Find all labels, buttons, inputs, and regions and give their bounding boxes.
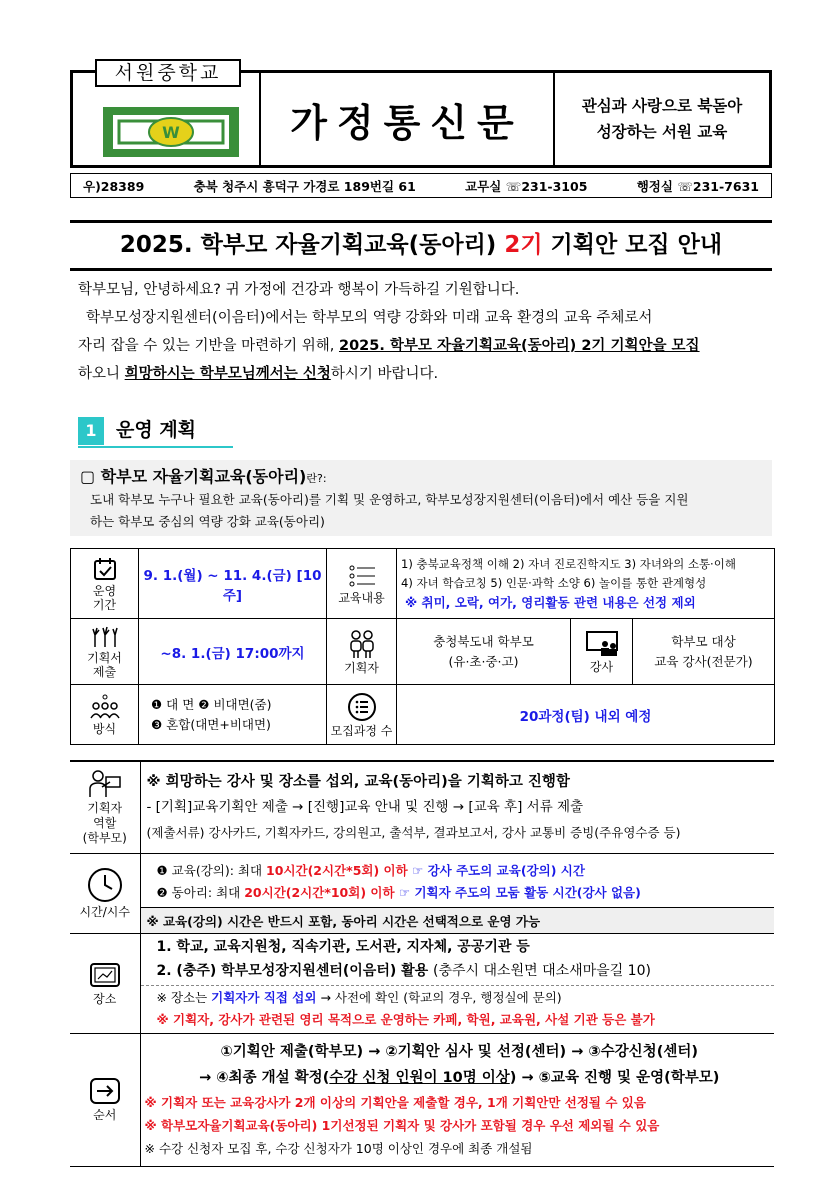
admin-phone: 행정실 ☏231-7631 (636, 178, 759, 194)
lecturer-value: 학부모 대상 교육 강사(전문가) (633, 619, 775, 685)
screen-icon (88, 960, 122, 990)
content-label: 교육내용 (338, 590, 385, 605)
time-detail: ❶ 교육(강의): 최대 10시간(2시간*5회) 이하 ☞ 강사 주도의 교육(강의) 시간 ❷ 동아리: 최대 20시간(2시간*10회) 이하 ☞ 기획자 주도의 모둠 활동 시간(강사 없음) ※ 교육(강의) 시간은 반드시 포함, 동아리 시간은 선택적으로 운영 가능 (140, 853, 774, 933)
newsletter-title: 가정통신문 (290, 100, 524, 145)
time-note: ※ 교육(강의) 시간은 반드시 포함, 동아리 시간은 선택적으로 운영 가능 (141, 907, 775, 933)
zip-code: 우)28389 (83, 178, 145, 194)
arrow-right-icon (88, 1076, 122, 1106)
detail-table (70, 760, 774, 1167)
order-label-cell: 순서 (70, 1033, 140, 1166)
period-value: 9. 1.(월) ~ 11. 4.(금) [10주] (143, 567, 322, 604)
section-underline (78, 446, 233, 448)
letter-header (70, 62, 772, 168)
content-cell: 1) 충북교육정책 이해 2) 자녀 진로진학지도 3) 자녀와의 소통·이해 4) 자녀 학습코칭 5) 인문·과학 소양 6) 놀이를 통한 관계형성 ※ 취미, 오락, 여가, 영리활동 관련 내용은 선정 제외 (397, 549, 775, 619)
place-detail: 1. 학교, 교육지원청, 직속기관, 도서관, 지자체, 공공기관 등 2. (충주) 학부모성장지원센터(이음터) 활용 (충주시 대소원면 대소새마을길 10) ※ 장소는 기획자가 직접 섭외 → 사전에 확인 (학교의 경우, 행정실에 문의) ※ 기획자, 강사가 관련된 영리 목적으로 운영하는 카페, 학원, 교육원, 사설 기관 등은 불가 (140, 933, 774, 1033)
group-icon (89, 694, 121, 720)
time-label-cell: 시간/시수 (70, 853, 140, 933)
planner-label: 기획자 (344, 660, 379, 675)
lecturer-label: 강사 (589, 659, 614, 674)
method-label: 방식 (92, 721, 117, 736)
count-value: 20과정(팀) 내외 예정 (519, 708, 652, 725)
method-value: ❶ 대 면 ❷ 비대면(줌) ❸ 혼합(대면+비대면) (139, 685, 327, 745)
plan-table: 운영 기간 9. 1.(월) ~ 11. 4.(금) [10주] 교육내용 1) 충북교육정책 이해 2) 자녀 진로진학지도 3) 자녀와의 소통·이해 4) 자녀 학습코칭 5) 인문·과학 소양 6) 놀이를 통한 관계형성 ※ 취미, 오락, 여가, 영리활동 관련 내용은 선정 제외 기획서 제출 ~8. 1.(금) 17:00까지 기획자 충청북도내 학부모 (유·초·중·고) 강사 학부모 대상 교육 강사(전문가) 방식 ❶ 대 면 ❷ 비대면(줌) ❸ 혼합(대면+비대면) 모집과정 수 20과정(팀) 내외 예정 (70, 548, 775, 745)
office-phone: 교무실 ☏231-3105 (465, 178, 588, 194)
clock-icon (87, 867, 123, 903)
list-icon (347, 563, 377, 589)
submit-deadline: ~8. 1.(금) 17:00까지 (160, 645, 305, 662)
count-label: 모집과정 수 (330, 723, 393, 738)
svg-text:W: W (162, 123, 180, 142)
school-name: 서원중학교 (95, 59, 241, 87)
list-circle-icon (347, 692, 377, 722)
section-number: 1 (78, 417, 104, 445)
definition-box: ▢ 학부모 자율기획교육(동아리)란?: 도내 학부모 누구나 필요한 교육(동아리)를 기획 및 운영하고, 학부모성장지원센터(이음터)에서 예산 등을 지원 하는 학부모 중심의 역량 강화 교육(동아리) (70, 460, 772, 536)
school-logo-icon (101, 103, 241, 161)
raised-hands-icon (91, 625, 119, 649)
title-divider (70, 268, 772, 271)
calendar-icon (92, 556, 118, 582)
period-label-cell: 운영 기간 (71, 549, 139, 619)
role-label-cell: 기획자 역할 (학부모) (70, 761, 140, 853)
school-block (73, 62, 261, 165)
whiteboard-icon (585, 630, 619, 658)
role-detail: ※ 희망하는 강사 및 장소를 섭외, 교육(동아리)을 기획하고 진행함 - [기획]교육기획안 제출 → [진행]교육 안내 및 진행 → [교육 후] 서류 제출 (제출서류) 강사카드, 기획자카드, 강의원고, 출석부, 결과보고서, 강사 교통비 증빙(주유영수증 등) (140, 761, 774, 853)
planner-value: 충청북도내 학부모 (유·초·중·고) (397, 619, 571, 685)
order-detail: ①기획안 제출(학부모) → ②기획안 심사 및 선정(센터) → ③수강신청(센터) → ④최종 개설 확정(수강 신청 인원이 10명 이상) → ⑤교육 진행 및 운영(학부모) ※ 기획자 또는 교육강사가 2개 이상의 기획안을 제출할 경우, 1개 기획안만 선정될 수 있음 ※ 학부모자율기획교육(동아리) 1기선정된 기획자 및 강사가 포함될 경우 우선 제외될 수 있음 ※ 수강 신청자 모집 후, 수강 신청자가 10명 이상인 경우에 최종 개설됨 (140, 1033, 774, 1166)
section-title: 운영 계획 (116, 419, 197, 441)
place-label-cell: 장소 (70, 933, 140, 1033)
intro-text: 학부모님, 안녕하세요? 귀 가정에 건강과 행복이 가득하길 기원합니다. 학부모성장지원센터(이음터)에서는 학부모의 역량 강화와 미래 교육 환경의 교육 주체로서 자리 잡을 수 있는 기반을 마련하기 위해, 2025. 학부모 자율기획교육(동아리) 2기 기획안을 모집 하오니 희망하시는 학부모님께서는 신청하시기 바랍니다. (78, 282, 700, 382)
page-title: 2025. 학부모 자율기획교육(동아리) 2기 기획안 모집 안내 (119, 232, 723, 258)
address-bar (70, 173, 772, 198)
teacher-icon (88, 769, 122, 799)
title-divider (70, 220, 772, 223)
street-address: 충북 청주시 흥덕구 가경로 189번길 61 (193, 178, 416, 194)
school-motto: 관심과 사랑으로 북돋아 성장하는 서원 교육 (581, 96, 743, 141)
people-icon (347, 629, 377, 659)
